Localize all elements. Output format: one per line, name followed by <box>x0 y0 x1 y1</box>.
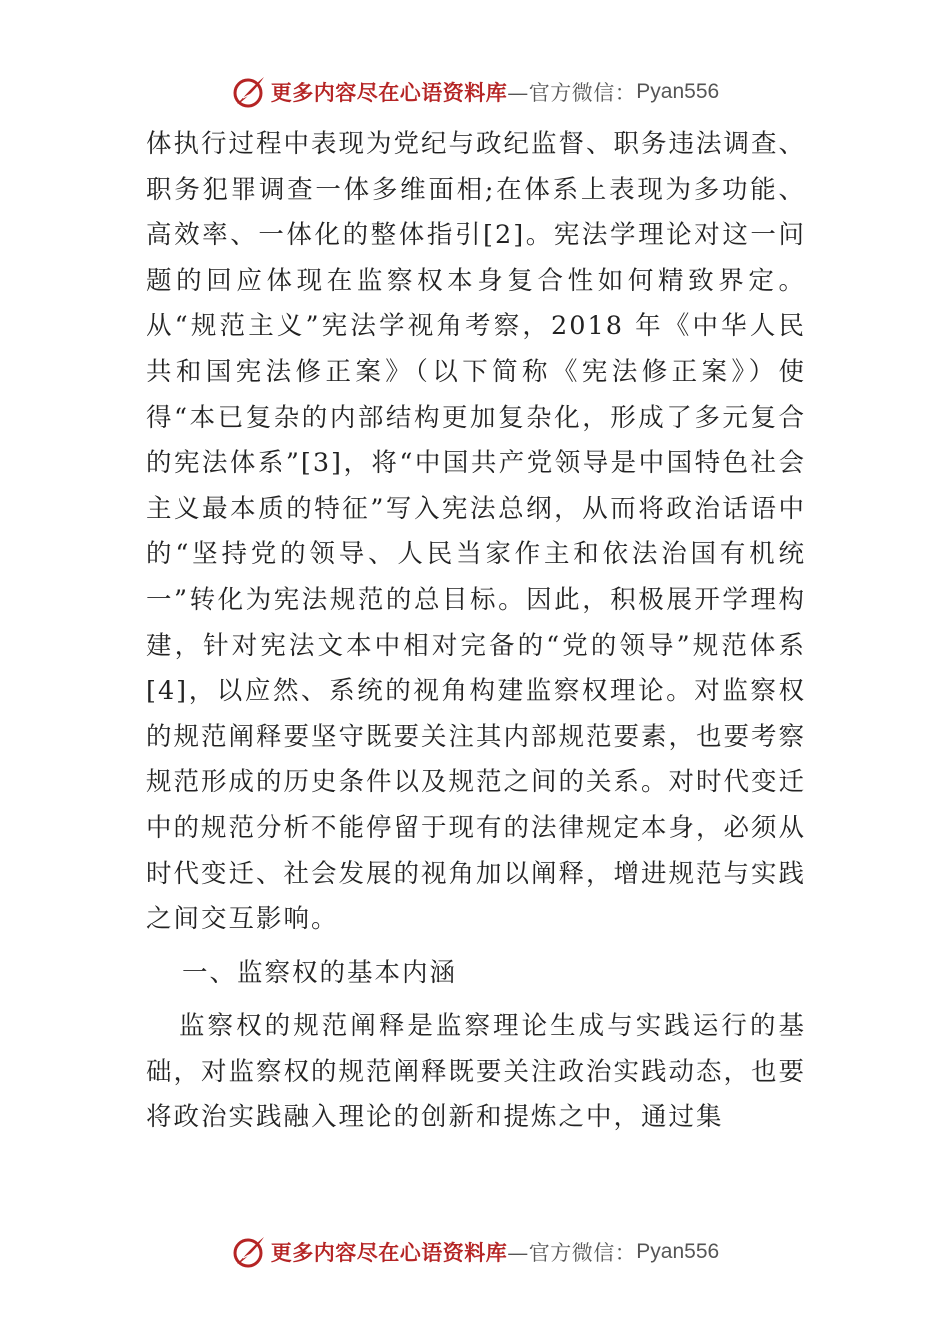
body-paragraph-2: 监察权的规范阐释是监察理论生成与实践运行的基础，对监察权的规范阐释既要关注政治实践动态，也要将政治实践融入理论的创新和提炼之中，通过集 <box>146 1011 807 1133</box>
footer-wechat-id: Pyan556 <box>636 1240 720 1263</box>
section-heading: 一、监察权的基本内涵 <box>182 957 458 988</box>
feather-logo-icon <box>231 1234 267 1270</box>
header-site-name: 更多内容尽在心语资料库 <box>270 80 508 105</box>
document-body <box>146 122 806 1141</box>
footer-site-name: 更多内容尽在心语资料库 <box>270 1240 508 1265</box>
footer-contact-label: —官方微信： <box>507 1241 637 1265</box>
feather-logo-icon <box>231 74 267 110</box>
header-wechat-id: Pyan556 <box>636 80 720 103</box>
page-footer-watermark <box>0 1230 950 1274</box>
header-contact-label: —官方微信： <box>507 81 637 105</box>
page-header-watermark <box>0 70 950 114</box>
body-paragraph-1: 体执行过程中表现为党纪与政纪监督、职务违法调查、职务犯罪调查一体多维面相;在体系上表现为多功能、高效率、一体化的整体指引[2]。宪法学理论对这一问题的回应体现在监察权本身复合性如何精致界定。从“规范主义”宪法学视角考察，2018 年《中华人民共和国宪法修正案》（以下简称《宪法修正案》）使得“本已复杂的内部结构更加复杂化，形成了多元复合的宪法体系”[3]，将“中国共产党领导是中国特色社会主义最本质的特征”写入宪法总纲，从而将政治话语中的“坚持党的领导、人民当家作主和依法治国有机统一”转化为宪法规范的总目标。因此，积极展开学理构建，针对宪法文本中相对完备的“党的领导”规范体系[4]，以应然、系统的视角构建监察权理论。对监察权的规范阐释要坚守既要关注其内部规范要素，也要考察规范形成的历史条件以及规范之间的关系。对时代变迁中的规范分析不能停留于现有的法律规定本身，必须从时代变迁、社会发展的视角加以阐释，增进规范与实践之间交互影响。 <box>146 129 807 935</box>
